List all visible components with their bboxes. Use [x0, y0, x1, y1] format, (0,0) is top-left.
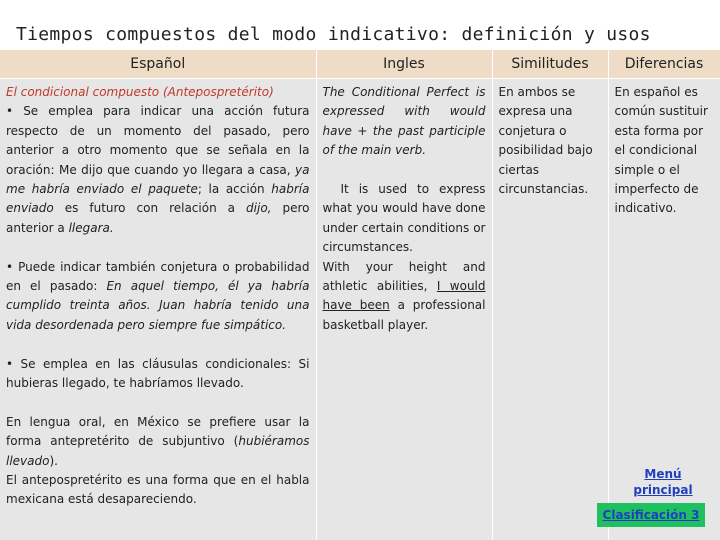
page-title: Tiempos compuestos del modo indicativo: definición y usos [0, 0, 720, 50]
espanol-cell [0, 79, 316, 540]
ingles-cell [316, 79, 492, 540]
menu-principal-link[interactable]: Menú principal [633, 467, 693, 497]
ingles-definition: The Conditional Perfect is expressed with would have + the past participle of the main verb. [322, 85, 486, 158]
comparison-table [0, 50, 720, 540]
header-espanol: Español [0, 50, 316, 79]
espanol-oral-note: En lengua oral, en México se prefiere usar la forma antepretérito de subjuntivo (hubiéramos llevado). El antepospretérito es una forma que en el habla mexicana está desapareciendo. [6, 414, 310, 507]
espanol-heading: El condicional compuesto (Antepospretérito) [6, 85, 274, 99]
espanol-bullet-2: • Puede indicar también conjetura o probabilidad en el pasado: En aquel tiempo, él ya habría cumplido treinta años. Juan habría tenido una vida desordenada pero siempre fue simpático. [6, 259, 310, 332]
similitudes-cell [492, 79, 608, 540]
header-row [0, 50, 720, 79]
similitudes-text: En ambos se expresa una conjetura o posibilidad bajo ciertas circunstancias. [498, 85, 593, 197]
diferencias-text: En español es común sustituir esta forma por el condicional simple o el imperfecto de indicativo. [614, 85, 708, 216]
espanol-bullet-1: • Se emplea para indicar una acción futura respecto de un momento del pasado, pero anterior a otro momento que se señala en la oración: Me dijo que cuando yo llegara a casa, ya me habría enviado el paquete; la acción habría enviado es futuro con relación a dijo, pero anterior a llegara. [6, 104, 310, 235]
header-ingles: Ingles [316, 50, 492, 79]
ingles-usage: It is used to express what you would have done under certain conditions or circumstances. [322, 182, 486, 255]
header-diferencias: Diferencias [608, 50, 720, 79]
espanol-bullet-3: • Se emplea en las cláusulas condicionales: Si hubieras llegado, te habríamos llevado. [6, 356, 310, 391]
content-row [0, 79, 720, 540]
header-similitudes: Similitudes [492, 50, 608, 79]
ingles-example: With your height and athletic abilities, I would have been a professional basketball player. [322, 259, 486, 332]
clasificacion-3-button[interactable]: Clasificación 3 [597, 503, 705, 527]
